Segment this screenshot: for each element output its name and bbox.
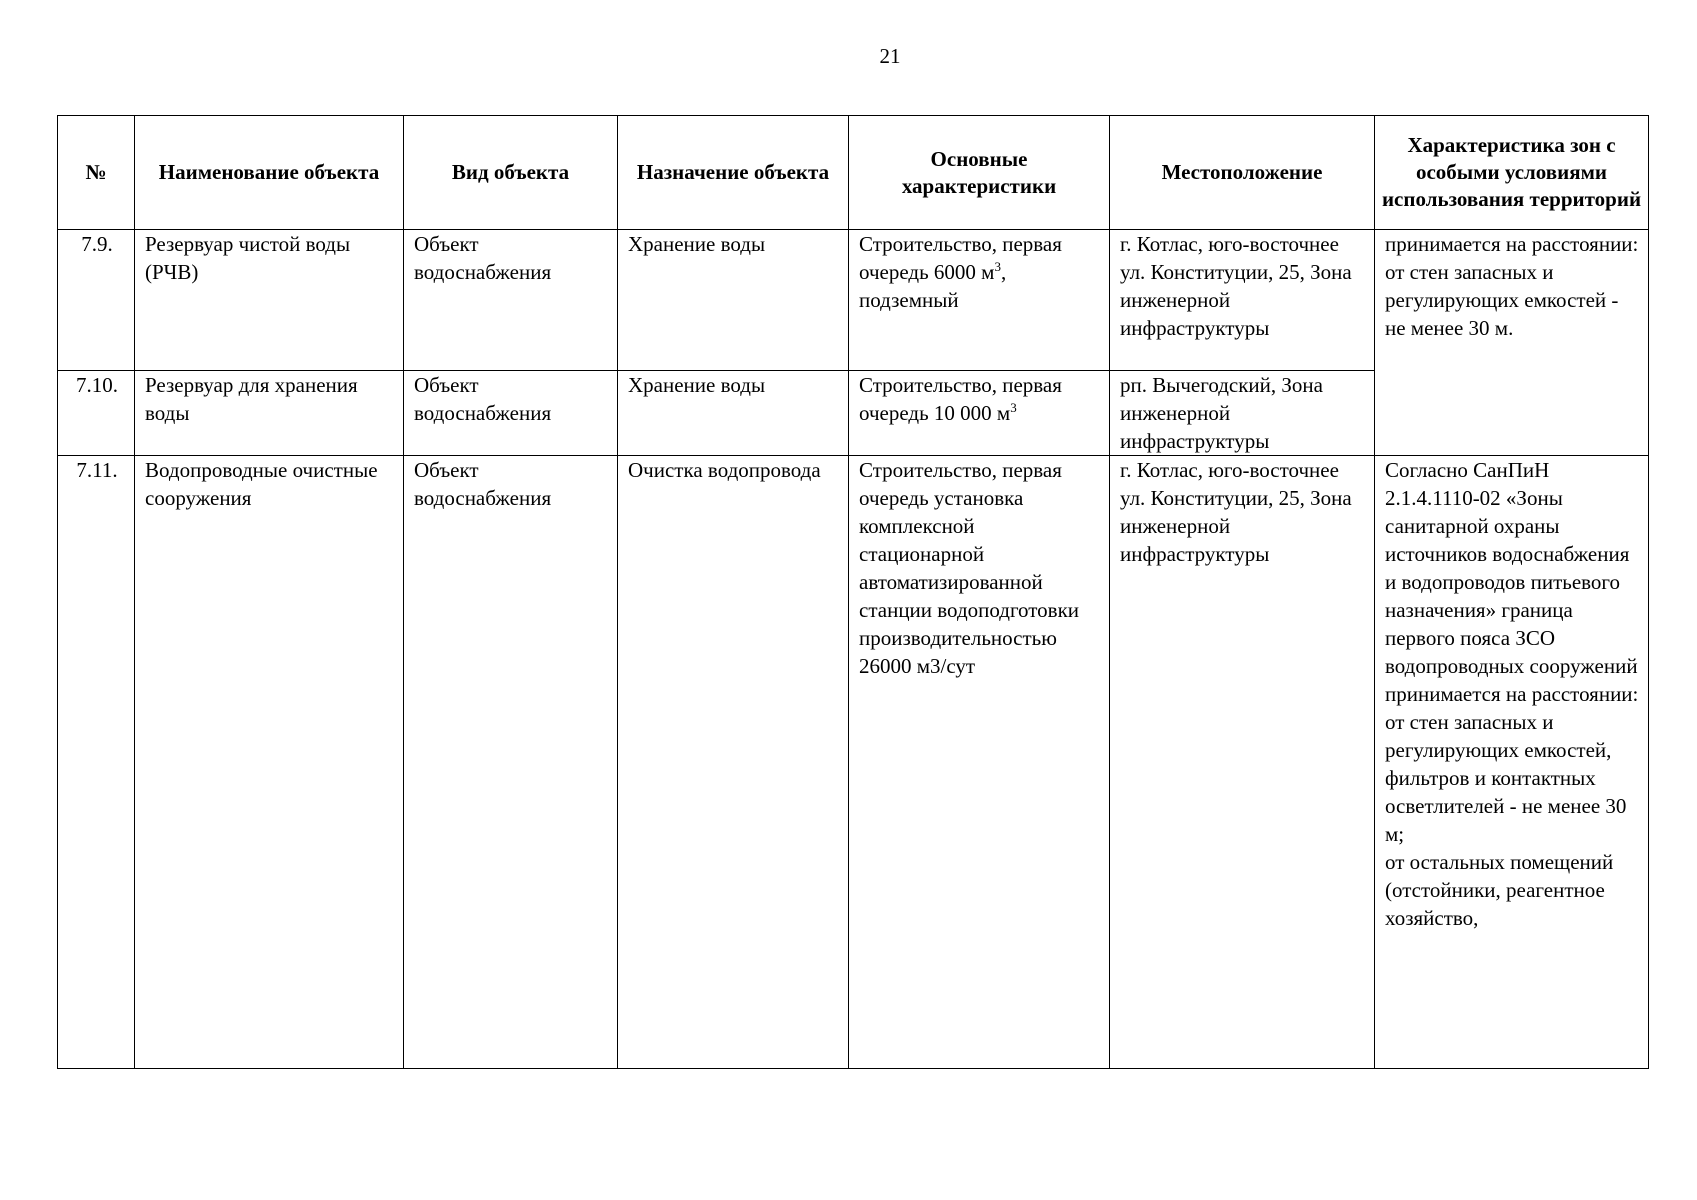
object-type: Объект водоснабжения: [404, 456, 618, 1069]
characteristics-text: Строительство, первая очередь 10 000 м: [859, 373, 1062, 425]
header-object-name: Наименование объекта: [135, 116, 404, 230]
object-purpose: Очистка водопровода: [618, 456, 849, 1069]
main-characteristics: Строительство, первая очередь установка комплексной стационарной автоматизированной станции водоподготовки производительностью 26000 м3/сут: [849, 456, 1110, 1069]
object-name: Резервуар чистой воды (РЧВ): [135, 230, 404, 371]
object-type: Объект водоснабжения: [404, 230, 618, 371]
object-name: Водопроводные очистные сооружения: [135, 456, 404, 1069]
superscript: 3: [1010, 400, 1017, 415]
header-location: Местоположение: [1110, 116, 1375, 230]
page-number: 21: [879, 44, 901, 68]
characteristics-tail: , подземный: [859, 260, 1007, 312]
characteristics-text: Строительство, первая очередь 6000 м: [859, 232, 1062, 284]
table-row: [58, 230, 1649, 371]
object-type: Объект водоснабжения: [404, 371, 618, 456]
row-number: 7.9.: [58, 230, 135, 371]
table-header-row: [58, 116, 1649, 230]
main-characteristics: [849, 230, 1110, 371]
row-number: 7.11.: [58, 456, 135, 1069]
object-name: Резервуар для хранения воды: [135, 371, 404, 456]
main-characteristics: [849, 371, 1110, 456]
zone-characteristics: Согласно СанПиН 2.1.4.1110-02 «Зоны санитарной охраны источников водоснабжения и водопроводов питьевого назначения» граница первого пояса ЗСО водопроводных сооружений принимается на расстоянии: от стен запасных и регулирующих емкостей, фильтров и контактных осветлителей - не менее 30 м; от остальных помещений (отстойники, реагентное хозяйство,: [1375, 456, 1649, 1069]
table-row: [58, 456, 1649, 1069]
location: г. Котлас, юго-восточнее ул. Конституции, 25, Зона инженерной инфраструктуры: [1110, 230, 1375, 371]
header-number: №: [58, 116, 135, 230]
superscript: 3: [994, 259, 1001, 274]
objects-table: [57, 115, 1649, 1069]
object-purpose: Хранение воды: [618, 371, 849, 456]
header-main-characteristics: Основные характеристики: [849, 116, 1110, 230]
location: рп. Вычегодский, Зона инженерной инфраструктуры: [1110, 371, 1375, 456]
row-number: 7.10.: [58, 371, 135, 456]
location: г. Котлас, юго-восточнее ул. Конституции, 25, Зона инженерной инфраструктуры: [1110, 456, 1375, 1069]
object-purpose: Хранение воды: [618, 230, 849, 371]
header-zone-characteristics: Характеристика зон с особыми условиями использования территорий: [1375, 116, 1649, 230]
zone-characteristics: принимается на расстоянии: от стен запасных и регулирующих емкостей - не менее 30 м.: [1375, 230, 1649, 456]
header-object-purpose: Назначение объекта: [618, 116, 849, 230]
header-object-type: Вид объекта: [404, 116, 618, 230]
